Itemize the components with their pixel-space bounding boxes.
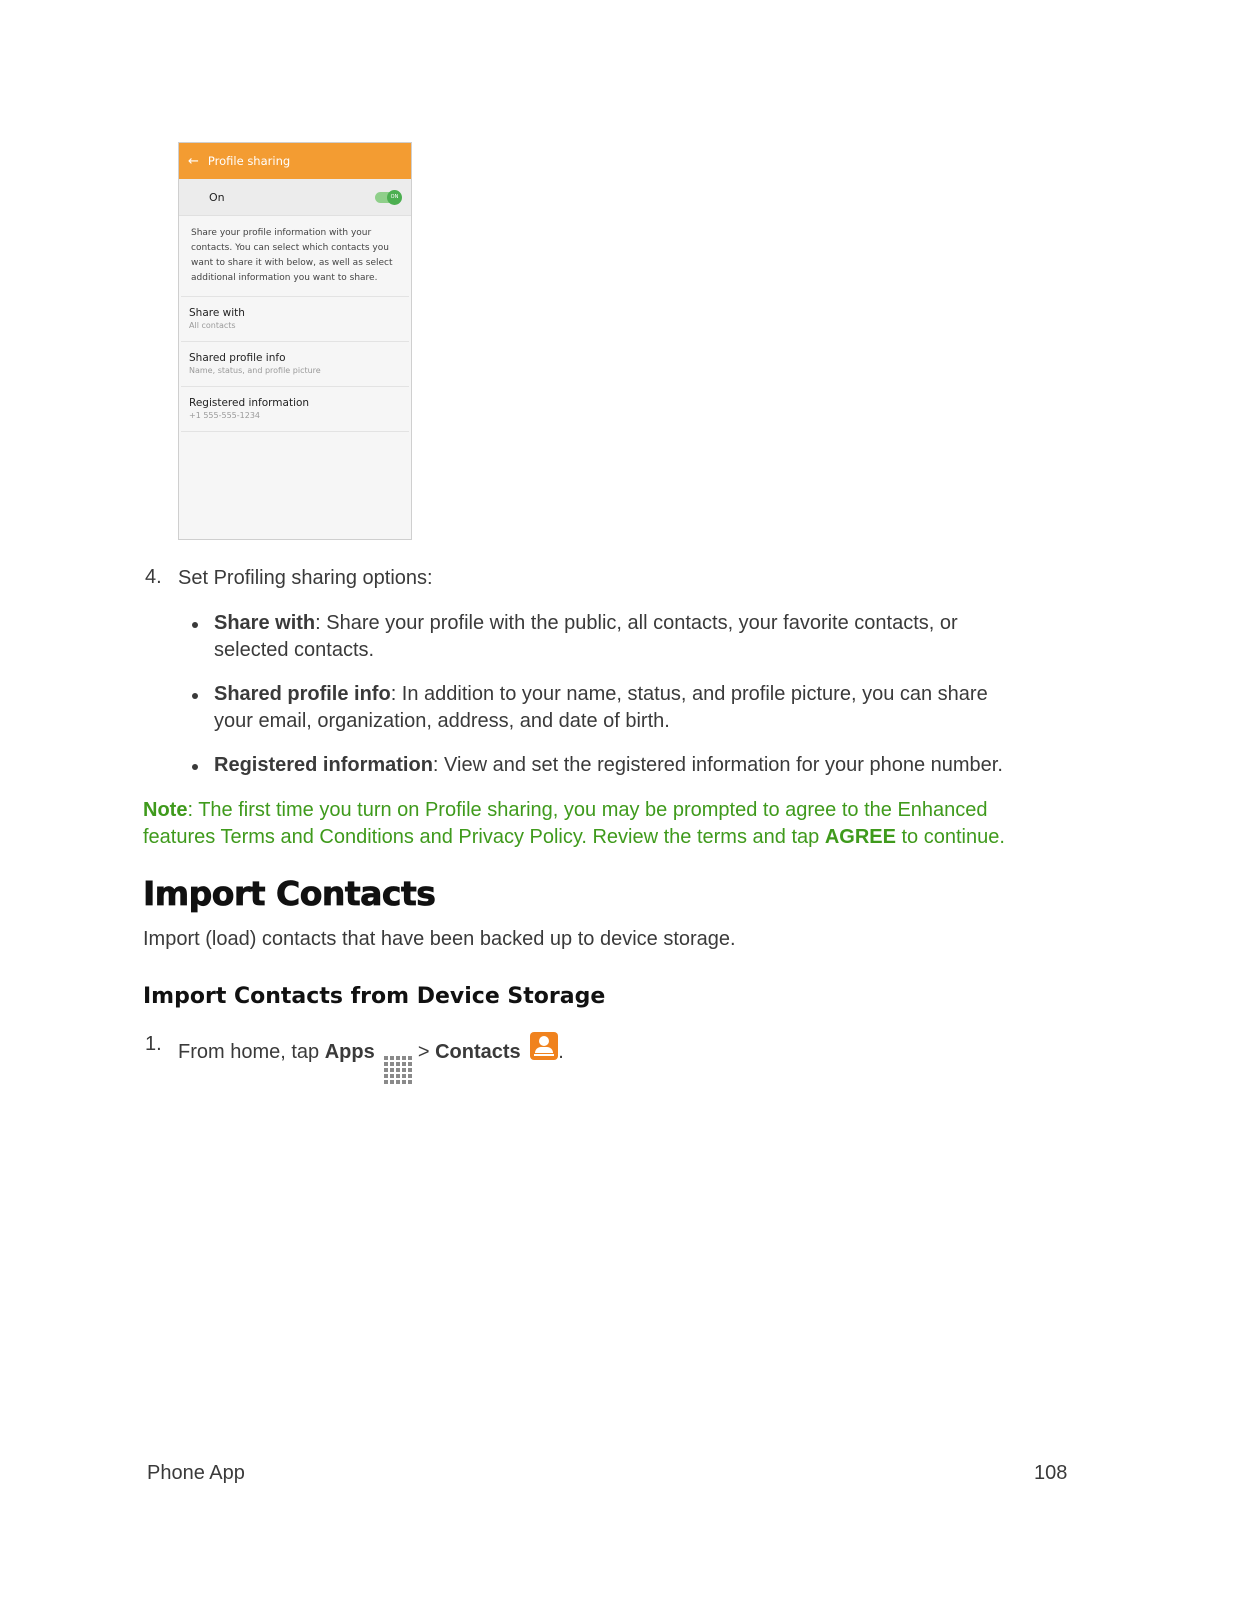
item-title: Registered information — [189, 397, 310, 409]
bullet-share-with — [214, 610, 1074, 664]
step1-pre: From home, tap — [178, 1041, 325, 1063]
note-line1: : The first time you turn on Profile sharing, you may be prompted to agree to the Enhanced — [187, 799, 988, 821]
bullet-term: Shared profile info — [214, 683, 391, 705]
step-text: Set Profiling sharing options: — [178, 567, 433, 589]
shared-profile-info-item[interactable] — [181, 342, 409, 387]
bullet-registered-information — [214, 752, 1114, 779]
step-number: 1. — [145, 1033, 162, 1055]
step1-end: . — [558, 1041, 564, 1063]
profile-sharing-screenshot — [178, 142, 412, 540]
step1-text — [178, 1032, 564, 1084]
note-line2: features Terms and Conditions and Privacy Policy. Review the terms and tap — [143, 826, 825, 848]
profile-sharing-description: Share your profile information with your contacts. You can select which contacts you want to share it with below, as well as select additional information you want to share. — [181, 216, 409, 297]
footer-section-name: Phone App — [147, 1462, 245, 1484]
note-label: Note — [143, 799, 188, 821]
registered-information-item[interactable] — [181, 387, 409, 432]
phone-header — [179, 143, 411, 179]
note-line2-end: to continue. — [895, 826, 1005, 848]
item-title: Shared profile info — [189, 352, 286, 364]
apps-grid-icon — [384, 1056, 412, 1084]
bullet-text: : In addition to your name, status, and profile picture, you can share — [390, 683, 988, 705]
profile-sharing-toggle-row[interactable] — [179, 179, 411, 216]
on-off-switch[interactable] — [375, 192, 400, 203]
back-arrow-icon[interactable]: ← — [188, 153, 199, 169]
bullet-dot — [192, 622, 198, 628]
apps-term: Apps — [324, 1041, 375, 1063]
bullet-text: : Share your profile with the public, all contacts, your favorite contacts, or — [315, 612, 958, 634]
section-heading: Import Contacts — [143, 874, 436, 913]
note-paragraph — [143, 797, 1103, 851]
bullet-dot — [192, 764, 198, 770]
agree-term: AGREE — [824, 826, 896, 848]
item-subtitle: All contacts — [189, 321, 236, 330]
item-title: Share with — [189, 307, 245, 319]
bullet-term: Registered information — [214, 754, 433, 776]
step1-sep: > — [412, 1041, 436, 1063]
toggle-label: On — [209, 190, 225, 204]
subsection-heading: Import Contacts from Device Storage — [143, 984, 606, 1009]
step-number: 4. — [145, 566, 162, 588]
phone-header-title: Profile sharing — [207, 154, 291, 168]
bullet-dot — [192, 693, 198, 699]
contacts-term: Contacts — [435, 1041, 521, 1063]
page-number: 108 — [1034, 1462, 1068, 1484]
item-subtitle: +1 555-555-1234 — [189, 411, 261, 420]
bullet-shared-profile-info — [214, 681, 1074, 735]
switch-knob: ON — [387, 190, 402, 205]
bullet-text-cont: selected contacts. — [214, 639, 375, 661]
item-subtitle: Name, status, and profile picture — [189, 366, 321, 375]
bullet-text-cont: your email, organization, address, and date of birth. — [214, 710, 670, 732]
bullet-term: Share with — [214, 612, 316, 634]
contacts-icon — [530, 1032, 558, 1060]
bullet-text: : View and set the registered information for your phone number. — [432, 754, 1003, 776]
section-intro: Import (load) contacts that have been backed up to device storage. — [143, 928, 736, 950]
share-with-item[interactable] — [181, 297, 409, 342]
